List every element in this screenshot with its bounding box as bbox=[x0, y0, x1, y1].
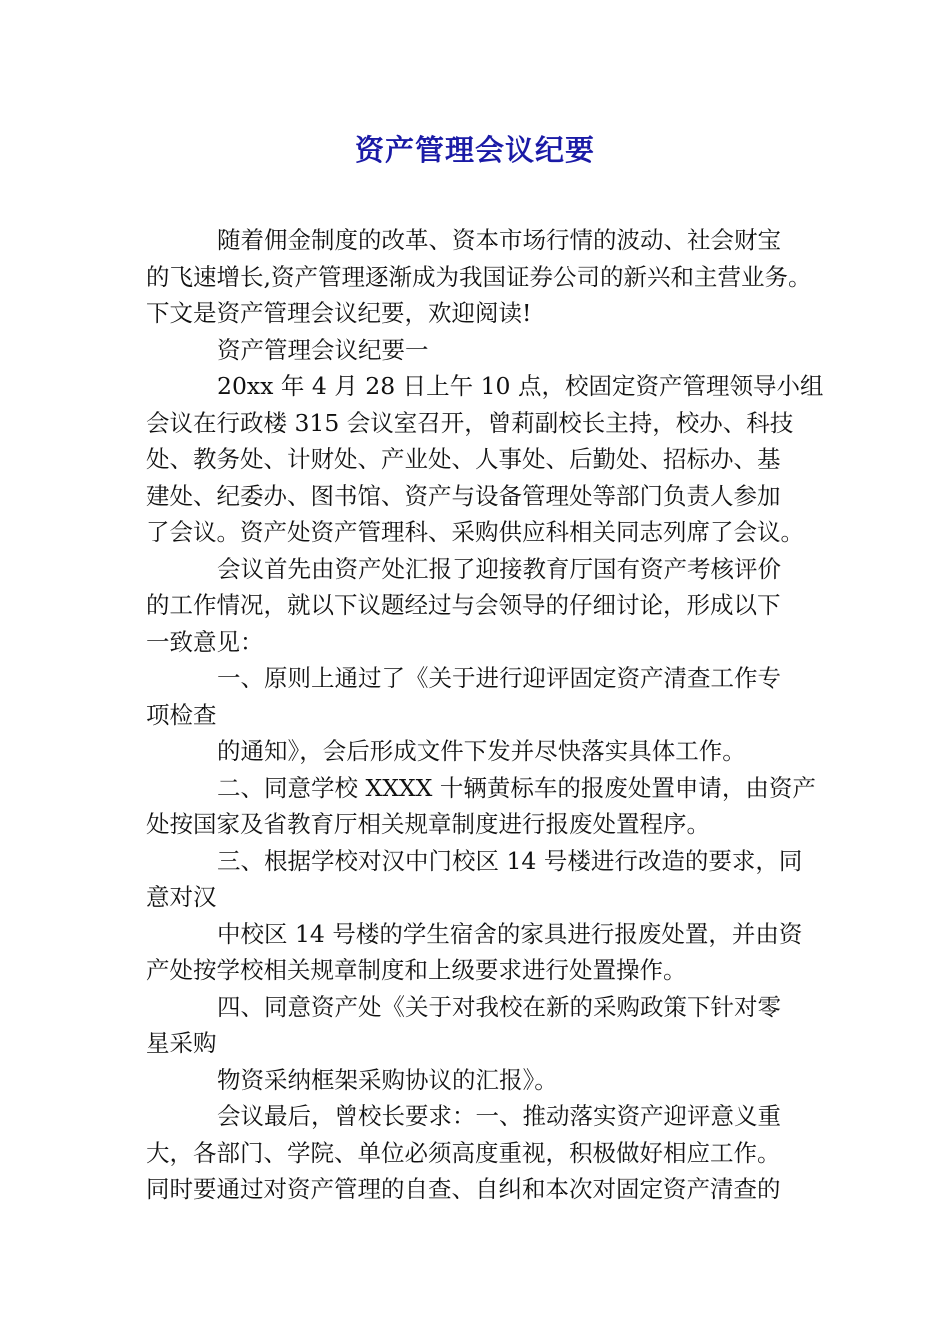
text-line: 产处按学校相关规章制度和上级要求进行处置操作。 bbox=[146, 956, 687, 984]
text-line: 会议最后，曾校长要求：一、推动落实资产迎评意义重 bbox=[217, 1102, 781, 1130]
text-line: 的工作情况，就以下议题经过与会领导的仔细讨论，形成以下 bbox=[146, 591, 781, 619]
text-line: 会议首先由资产处汇报了迎接教育厅国有资产考核评价 bbox=[217, 554, 781, 583]
text-line: 20xx 年 4 月 28 日上午 10 点，校固定资产管理领导小组 bbox=[217, 372, 824, 400]
document-body bbox=[146, 222, 826, 1208]
text-line: 处按国家及省教育厅相关规章制度进行报废处置程序。 bbox=[146, 810, 710, 838]
document-title: 资产管理会议纪要 bbox=[354, 133, 595, 167]
text-line: 了会议。资产处资产管理科、采购供应科相关同志列席了会议。 bbox=[146, 518, 804, 546]
text-line: 一、原则上通过了《关于进行迎评固定资产清查工作专 bbox=[217, 664, 781, 692]
text-line: 随着佣金制度的改革、资本市场行情的波动、社会财宝 bbox=[217, 226, 781, 254]
text-line: 星采购 bbox=[146, 1029, 217, 1057]
text-line: 物资采纳框架采购协议的汇报》。 bbox=[217, 1065, 558, 1094]
text-line: 意对汉 bbox=[146, 883, 217, 911]
text-line: 的飞速增长,资产管理逐渐成为我国证券公司的新兴和主营业务。 bbox=[146, 262, 812, 291]
text-line: 资产管理会议纪要一 bbox=[217, 335, 429, 364]
text-line: 三、根据学校对汉中门校区 14 号楼进行改造的要求，同 bbox=[217, 846, 803, 875]
text-line: 大，各部门、学院、单位必须高度重视，积极做好相应工作。 bbox=[146, 1138, 781, 1167]
text-line: 项检查 bbox=[146, 700, 217, 729]
text-line: 同时要通过对资产管理的自查、自纠和本次对固定资产清查的 bbox=[146, 1175, 781, 1203]
text-line: 二、同意学校 XXXX 十辆黄标车的报废处置申请，由资产 bbox=[217, 773, 816, 802]
text-line: 中校区 14 号楼的学生宿舍的家具进行报废处置，并由资 bbox=[217, 919, 803, 948]
text-line: 建处、纪委办、图书馆、资产与设备管理处等部门负责人参加 bbox=[146, 481, 781, 510]
text-line: 一致意见： bbox=[146, 627, 264, 656]
text-line: 四、同意资产处《关于对我校在新的采购政策下针对零 bbox=[217, 992, 781, 1021]
text-line: 会议在行政楼 315 会议室召开，曾莉副校长主持，校办、科技 bbox=[146, 408, 794, 437]
text-line: 下文是资产管理会议纪要，欢迎阅读! bbox=[146, 299, 532, 327]
text-line: 的通知》，会后形成文件下发并尽快落实具体工作。 bbox=[217, 737, 746, 765]
text-line: 处、教务处、计财处、产业处、人事处、后勤处、招标办、基 bbox=[146, 445, 781, 473]
